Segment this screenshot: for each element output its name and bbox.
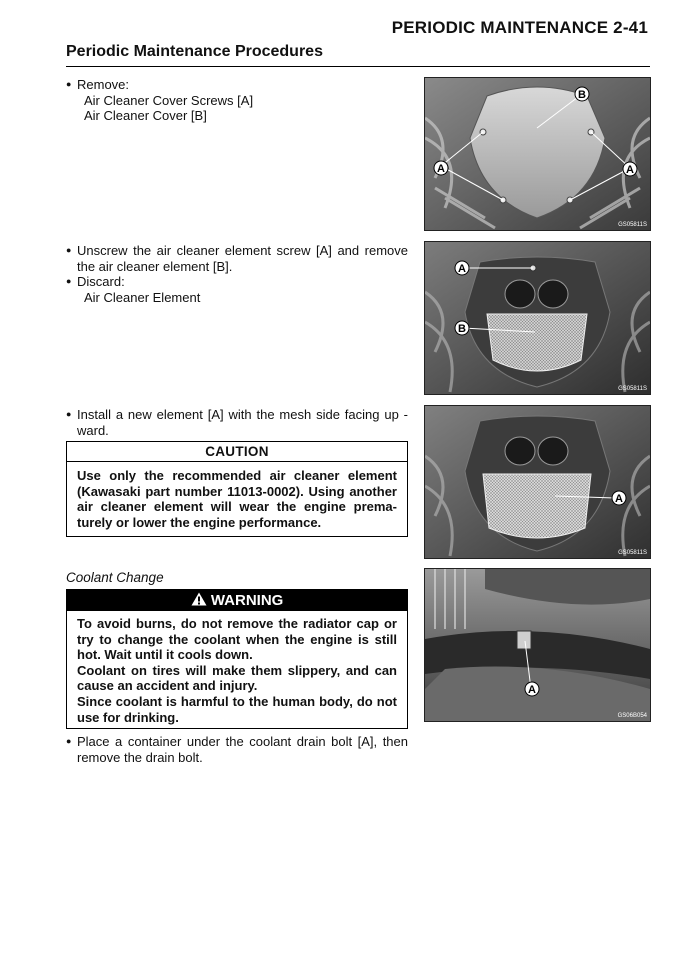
step3-text bbox=[66, 407, 408, 438]
figure-air-cleaner-element bbox=[424, 241, 651, 395]
step1-text bbox=[66, 77, 408, 124]
coolant-text bbox=[66, 734, 408, 765]
caution-body: Use only the recommended air cleaner element (Kawasaki part number 11013-0002). Using another air cleaner element will wear the engine prema-turely or lower the engine performance. bbox=[77, 468, 397, 530]
warning-box bbox=[66, 589, 408, 729]
callout-label bbox=[623, 162, 637, 176]
step1-item: Air Cleaner Cover [B] bbox=[84, 108, 207, 124]
callout-label bbox=[455, 261, 469, 275]
warning-triangle-icon bbox=[191, 592, 207, 606]
caution-title: CAUTION bbox=[67, 442, 407, 462]
figure-air-cleaner-cover bbox=[424, 77, 651, 231]
caution-box bbox=[66, 441, 408, 537]
svg-text:A: A bbox=[437, 163, 445, 175]
callout-label bbox=[525, 682, 539, 696]
coolant-bullet: ● Place a container under the coolant drain bolt [A], then remove the drain bolt. bbox=[66, 734, 408, 765]
figure-new-element bbox=[424, 405, 651, 559]
coolant-heading: Coolant Change bbox=[66, 570, 164, 585]
callout-label bbox=[455, 321, 469, 335]
page-header: PERIODIC MAINTENANCE 2-41 bbox=[391, 18, 648, 37]
step3-bullet: ● Install a new element [A] with the mesh side facing up -ward. bbox=[66, 407, 408, 438]
header-rule bbox=[66, 66, 650, 67]
svg-text:A: A bbox=[615, 493, 623, 505]
step1-item: Air Cleaner Cover Screws [A] bbox=[84, 92, 254, 108]
callout-label bbox=[575, 87, 589, 101]
figure-code: GS05811S bbox=[618, 386, 647, 392]
callout-label bbox=[434, 161, 448, 175]
warning-line: Coolant on tires will make them slippery, and can cause an accident and injury. bbox=[77, 662, 397, 694]
step2-bullet: ● Discard: bbox=[66, 274, 408, 290]
figure-code: GS05811S bbox=[618, 550, 647, 556]
svg-text:B: B bbox=[458, 323, 466, 335]
svg-text:A: A bbox=[528, 684, 536, 696]
callout-label bbox=[612, 491, 626, 505]
figure-code: GS05811S bbox=[618, 222, 647, 228]
step2-bullet: ● Unscrew the air cleaner element screw [A] and remove the air cleaner element [B]. bbox=[66, 243, 408, 274]
warning-body bbox=[67, 611, 407, 728]
section-title: Periodic Maintenance Procedures bbox=[66, 43, 323, 60]
warning-title-text: WARNING bbox=[210, 592, 284, 609]
svg-text:A: A bbox=[458, 263, 466, 275]
step2-text bbox=[66, 243, 408, 305]
warning-line: Since coolant is harmful to the human body, do not use for drinking. bbox=[77, 693, 397, 725]
warning-line: To avoid burns, do not remove the radiator cap or try to change the coolant when the engine is still hot. Wait until it cools down. bbox=[77, 616, 397, 663]
svg-text:B: B bbox=[578, 89, 586, 101]
step2-item: Air Cleaner Element bbox=[84, 289, 201, 305]
figure-coolant-drain-bolt bbox=[424, 568, 651, 722]
step1-bullet: ● Remove: bbox=[66, 77, 408, 93]
figure-code: GS06B054 bbox=[617, 713, 647, 719]
svg-text:A: A bbox=[626, 164, 634, 176]
warning-title bbox=[67, 590, 407, 611]
